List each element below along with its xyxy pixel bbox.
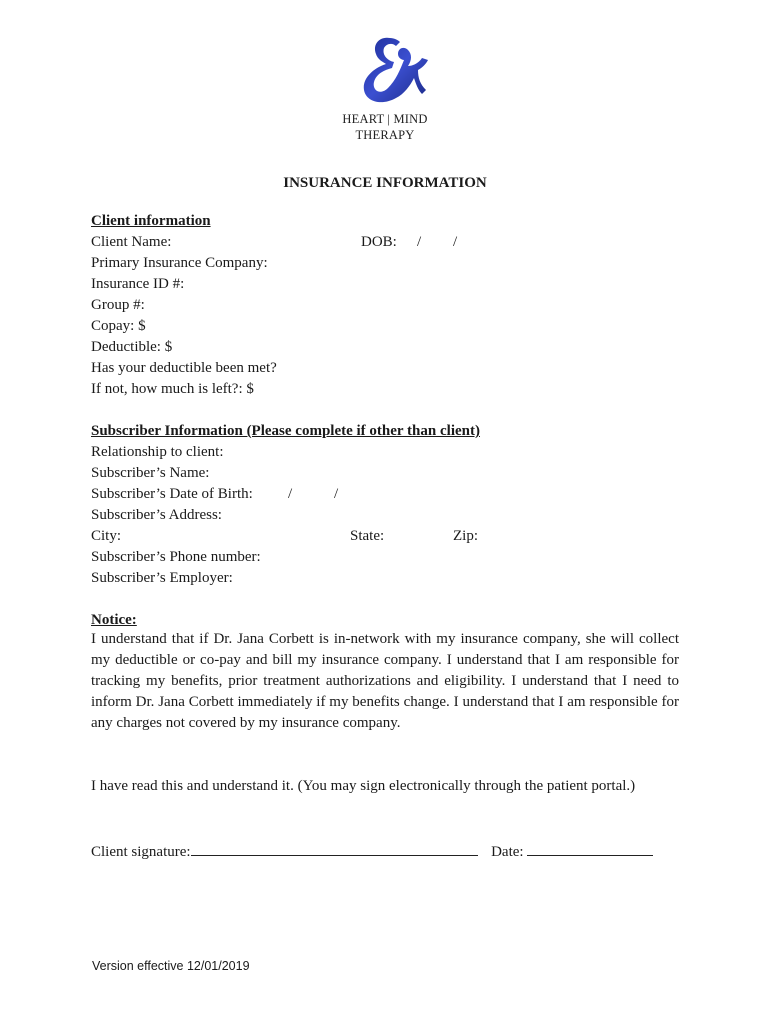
subscriber-dob-slash-2: /	[334, 486, 339, 502]
city-label: City:	[91, 528, 122, 544]
dob-label: DOB:	[361, 234, 397, 250]
notice-heading: Notice:	[91, 612, 137, 628]
subscriber-dob-slash-1: /	[288, 486, 293, 502]
zip-label: Zip:	[453, 528, 478, 544]
version-footer: Version effective 12/01/2019	[92, 959, 250, 973]
state-label: State:	[350, 528, 385, 544]
insurance-id-label: Insurance ID #:	[91, 276, 185, 292]
deductible-left-label: If not, how much is left?: $	[91, 381, 254, 397]
logo-text-line2: THERAPY	[355, 128, 415, 142]
client-signature-label: Client signature:	[91, 844, 191, 860]
client-section-heading: Client information	[91, 213, 211, 229]
group-label: Group #:	[91, 297, 145, 313]
signature-row	[91, 840, 653, 863]
deductible-label: Deductible: $	[91, 339, 173, 355]
dob-slash-1: /	[417, 234, 422, 250]
subscriber-employer-label: Subscriber’s Employer:	[91, 570, 233, 586]
insurance-company-label: Primary Insurance Company:	[91, 255, 268, 271]
copay-label: Copay: $	[91, 318, 146, 334]
page-title: INSURANCE INFORMATION	[283, 175, 487, 191]
ampersand-logo-icon	[350, 34, 430, 106]
date-field[interactable]	[527, 840, 653, 856]
subscriber-name-label: Subscriber’s Name:	[91, 465, 210, 481]
relationship-label: Relationship to client:	[91, 444, 224, 460]
notice-paragraph: I understand that if Dr. Jana Corbett is in-network with my insurance company, she will collect my deductible or co-pay and bill my insurance company. I understand that I am responsible for tracking my benefits, prior treatment authorizations and eligibility. I understand that I need to inform Dr. Jana Corbett immediately if my benefits change. I understand that I am responsible for any charges not covered by my insurance company.	[91, 631, 679, 731]
subscriber-phone-label: Subscriber’s Phone number:	[91, 549, 261, 565]
dob-slash-2: /	[453, 234, 458, 250]
subscriber-address-label: Subscriber’s Address:	[91, 507, 222, 523]
date-label: Date:	[491, 844, 524, 860]
client-signature-field[interactable]	[191, 840, 478, 856]
logo-text-line1: HEART | MIND	[342, 112, 428, 126]
client-name-label: Client Name:	[91, 234, 172, 250]
subscriber-dob-label: Subscriber’s Date of Birth:	[91, 486, 253, 502]
deductible-met-label: Has your deductible been met?	[91, 360, 277, 376]
subscriber-section-heading: Subscriber Information (Please complete if other than client)	[91, 423, 480, 439]
acknowledgement-text: I have read this and understand it. (You may sign electronically through the patient portal.)	[91, 778, 636, 794]
